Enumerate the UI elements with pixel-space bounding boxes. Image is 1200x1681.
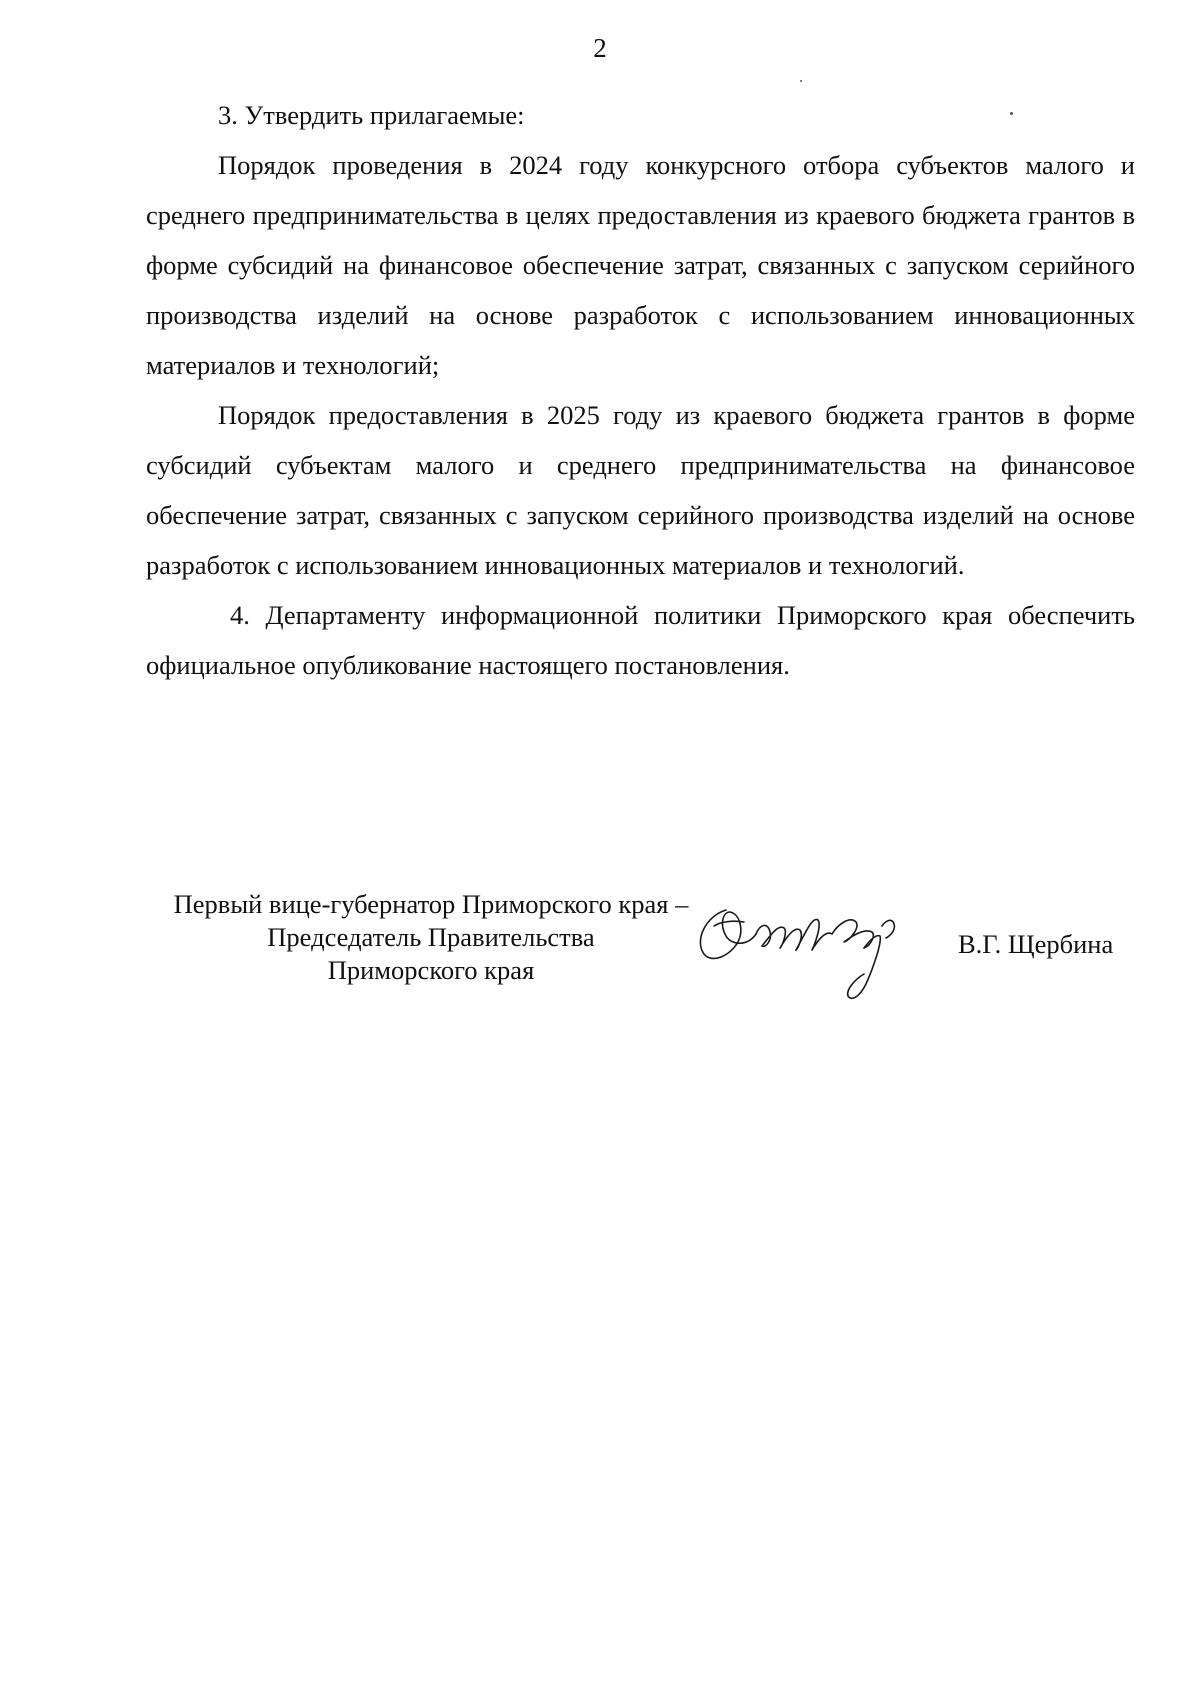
position-line: Первый вице-губернатор Приморского края – [173,889,689,919]
paragraph-procedure-2025: Порядок предоставления в 2025 году из краевого бюджета грантов в форме субсидий субъектам малого и среднего предпринимательства на финансовое обеспечение затрат, связанных с запуском серийного производства изделий на основе разработок с использованием инновационных материалов и технологий. [146,400,1135,580]
position-line: Председатель Правительства [267,922,595,952]
document-body [146,90,1135,690]
position-line: Приморского края [327,955,535,985]
signatory-position [146,888,716,987]
page-number: 2 [593,33,607,63]
signature-block [146,888,1135,1008]
paragraph-procedure-2024: Порядок проведения в 2024 году конкурсного отбора субъектов малого и среднего предпринимательства в целях предоставления из краевого бюджета грантов в форме субсидий на финансовое обеспечение затрат, связанных с запуском серийного производства изделий на основе разработок с использованием инновационных материалов и технологий; [146,150,1135,380]
handwritten-signature [686,896,986,1008]
paragraph-item-4: 4. Департаменту информационной политики Приморского края обеспечить официальное опубликование настоящего постановления. [146,600,1135,680]
signer-name: В.Г. Щербина [958,929,1114,959]
paragraph-item-3: 3. Утвердить прилагаемые: [218,100,525,130]
